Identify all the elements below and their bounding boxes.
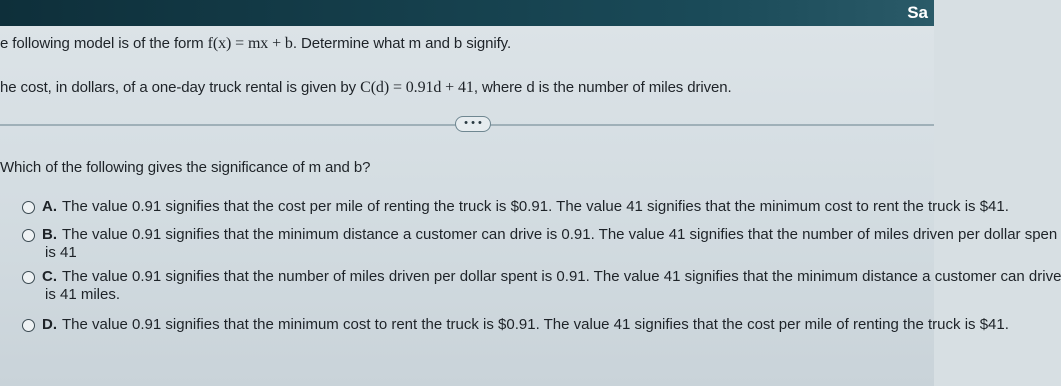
option-text: The value 0.91 signifies that the minimum cost to rent the truck is $0.91. The value 41 signifies that the cost per mile of renting the truck is $41. bbox=[62, 316, 1009, 333]
radio-button-d[interactable] bbox=[22, 319, 35, 332]
option-letter: D. bbox=[42, 316, 57, 333]
question-text: Which of the following gives the significance of m and b? bbox=[0, 159, 371, 176]
option-letter: B. bbox=[42, 226, 57, 243]
problem-text: he cost, in dollars, of a one-day truck rental is given by bbox=[0, 79, 361, 96]
answer-option-b[interactable] bbox=[0, 226, 1058, 266]
radio-button-c[interactable] bbox=[22, 271, 35, 284]
model-formula: f(x) = mx + b bbox=[207, 35, 293, 52]
problem-statement-line-2 bbox=[0, 79, 732, 97]
top-bar bbox=[0, 0, 934, 26]
answer-option-a[interactable] bbox=[0, 198, 1009, 220]
option-text-continued: is 41 bbox=[45, 244, 77, 261]
problem-statement-line-1 bbox=[0, 35, 511, 53]
option-text: The value 0.91 signifies that the minimum distance a customer can drive is 0.91. The value 41 signifies that the number of miles driven per dollar spen bbox=[62, 226, 1058, 243]
expand-more-button[interactable]: • • • bbox=[455, 116, 491, 132]
option-letter: A. bbox=[42, 198, 57, 215]
radio-button-b[interactable] bbox=[22, 229, 35, 242]
problem-text: , where d is the number of miles driven. bbox=[473, 79, 732, 96]
cost-formula: C(d) = 0.91d + 41 bbox=[360, 79, 474, 96]
option-letter: C. bbox=[42, 268, 57, 285]
radio-button-a[interactable] bbox=[22, 201, 35, 214]
option-text: The value 0.91 signifies that the number of miles driven per dollar spent is 0.91. The value 41 signifies that the minimum distance a customer can drive bbox=[62, 268, 1061, 285]
save-button[interactable]: Sa bbox=[907, 3, 928, 22]
problem-text: e following model is of the form bbox=[0, 35, 208, 52]
problem-text: . Determine what m and b signify. bbox=[292, 35, 512, 52]
answer-option-d[interactable] bbox=[0, 316, 1009, 338]
answer-option-c[interactable] bbox=[0, 268, 1061, 308]
option-text-continued: is 41 miles. bbox=[45, 286, 121, 303]
option-text: The value 0.91 signifies that the cost per mile of renting the truck is $0.91. The value 41 signifies that the minimum cost to rent the truck is $41. bbox=[62, 198, 1009, 215]
